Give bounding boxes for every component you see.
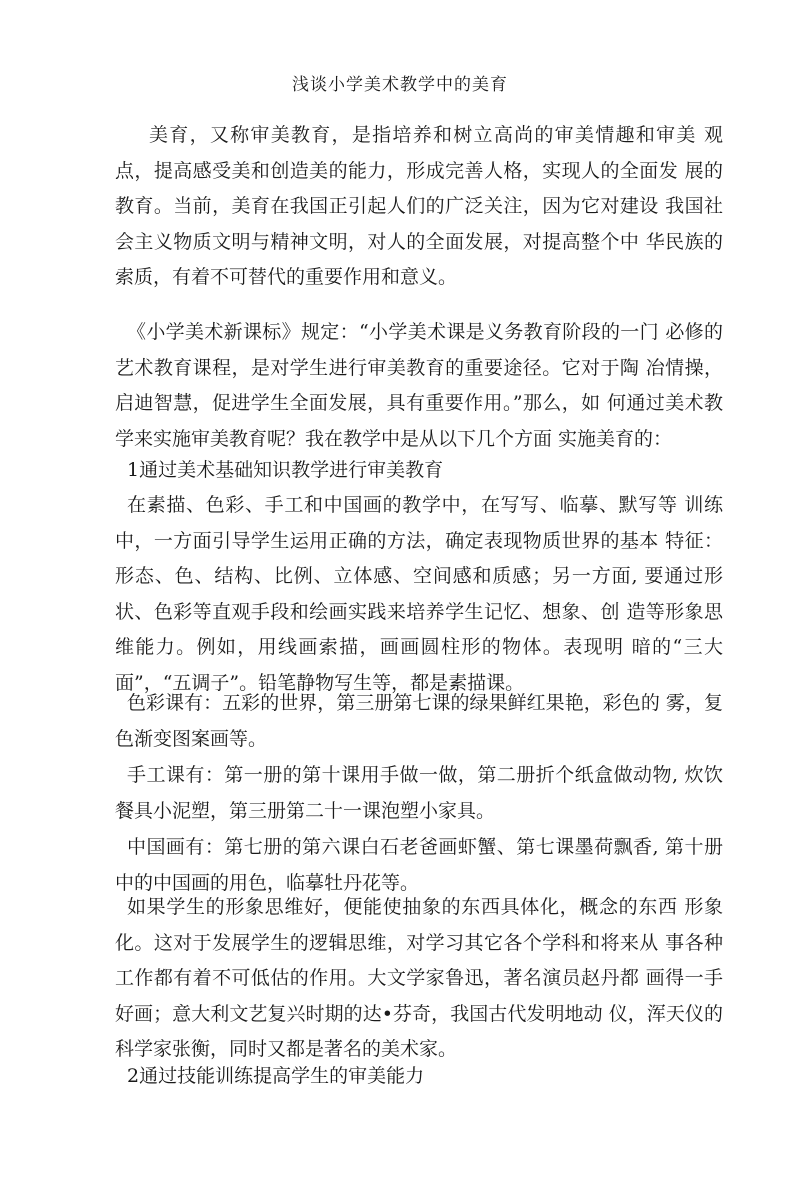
paragraph-image-thinking: 如果学生的形象思维好，便能使抽象的东西具体化，概念的东西 形象化。这对于发展学生的逻辑思维，对学习其它各个学科和将来从 事各种工作都有着不可低估的作用。大文学家鲁迅，著名演员赵丹都 画得一手好画；意大利文艺复兴时期的达•芬奇，我国古代发明地动 仪，浑天仪的科学家张衡，同时又都是著名的美术家。 [115, 896, 723, 1060]
section-heading-2: 2通过技能训练提高学生的审美能力 [127, 1065, 425, 1087]
paragraph-curriculum-standard: 《小学美术新课标》规定：“小学美术课是义务教育阶段的一门 必修的艺术教育课程，是对学生进行审美教育的重要途径。它对于陶 冶情操，启迪智慧，促进学生全面发展，具有重要作用。”那么，如 何通过美术教学来实施审美教育呢？我在教学中是从以下几个方面 实施美育的： [115, 321, 723, 450]
paragraph-basic-knowledge: 在素描、色彩、手工和中国画的教学中，在写写、临摹、默写等 训练中，一方面引导学生运用正确的方法，确定表现物质世界的基本 特征：形态、色、结构、比例、立体感、空间感和质感；另一方面, 要通过形状、色彩等直观手段和绘画实践来培养学生记忆、想象、创 造等形象思维能力。例如，用线画索描，画画圆柱形的物体。表现明 暗的“三大面”，“五调子”。铅笔静物写生等，都是素描课。 [115, 494, 723, 694]
paragraph-chinese-painting: 中国画有：第七册的第六课白石老爸画虾蟹、第七课墨荷飘香, 第十册中的中国画的用色，临摹牡丹花等。 [115, 836, 723, 894]
paragraph-handicraft-class: 手工课有：第一册的第十课用手做一做，第二册折个纸盒做动物, 炊饮餐具小泥塑，第三册第二十一课泡塑小家具。 [115, 764, 723, 822]
document-title: 浅谈小学美术教学中的美育 [292, 75, 508, 95]
paragraph-aesthetic-education-definition: 美育，又称审美教育，是指培养和树立高尚的审美情趣和审美 观点，提高感受美和创造美的能力，形成完善人格，实现人的全面发 展的教育。当前，美育在我国正引起人们的广泛关注，因为它对建设 我国社会主义物质文明与精神文明，对人的全面发展，对提高整个中 华民族的索质，有着不可替代的重要作用和意义。 [115, 124, 723, 288]
paragraph-color-class: 色彩课有：五彩的世界，第三册第七课的绿果鲜红果艳，彩色的 雾，复色渐变图案画等。 [115, 692, 723, 750]
section-heading-1: 1通过美术基础知识教学进行审美教育 [127, 459, 444, 481]
